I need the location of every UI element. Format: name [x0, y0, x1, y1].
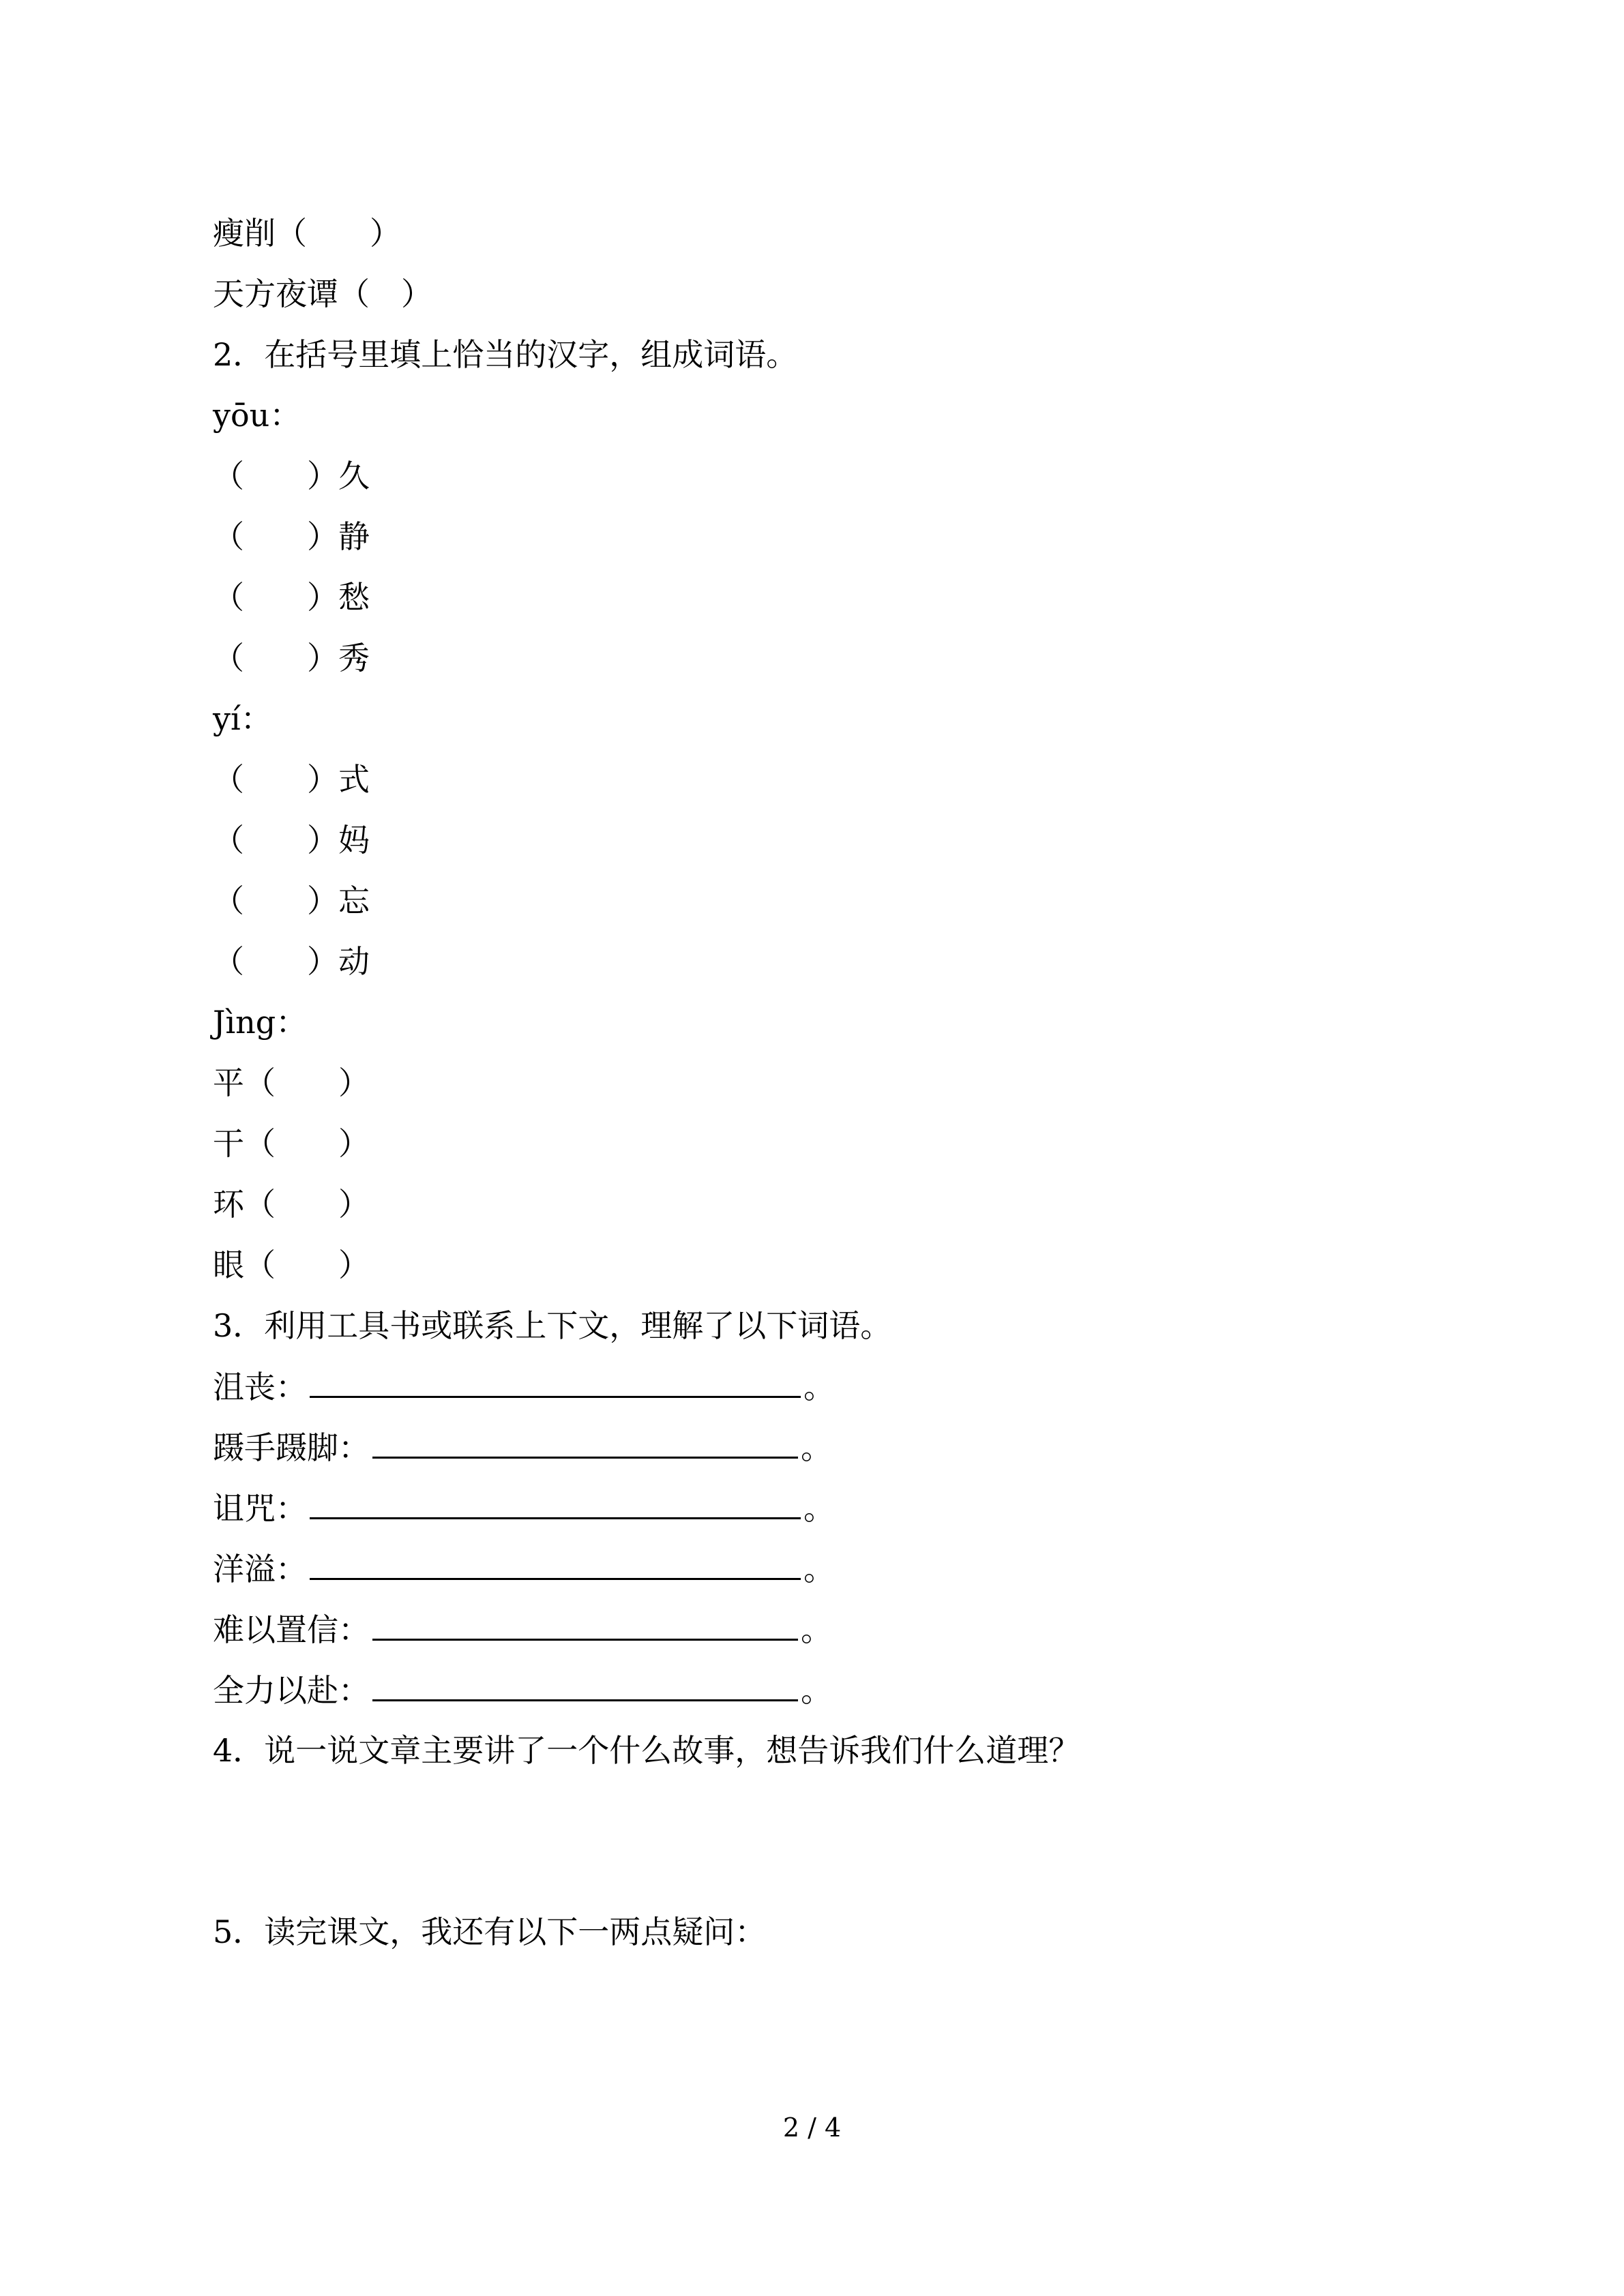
term-end-mark: 。: [801, 1429, 832, 1466]
q1-item-tianfangyetan: 天方夜谭（ ）: [213, 275, 432, 312]
answer-line[interactable]: [372, 1427, 798, 1459]
blank-item: （ ）动: [213, 943, 370, 980]
pinyin-label-yi: yí：: [213, 700, 272, 737]
term-label: 难以置信：: [213, 1611, 370, 1648]
term-label: 沮丧：: [213, 1369, 307, 1405]
term-row: [213, 1548, 835, 1590]
term-end-mark: 。: [803, 1551, 835, 1587]
page-number: 2 / 4: [782, 2113, 842, 2143]
term-row: [213, 1366, 835, 1407]
term-end-mark: 。: [803, 1490, 835, 1527]
term-label: 全力以赴：: [213, 1672, 370, 1709]
pinyin-label-jing: Jìng：: [213, 1004, 308, 1041]
term-label: 诅咒：: [213, 1490, 307, 1527]
pinyin-label-you: yōu：: [213, 397, 301, 434]
term-end-mark: 。: [801, 1672, 832, 1709]
blank-item: 环（ ）: [213, 1186, 370, 1223]
term-end-mark: 。: [801, 1611, 832, 1648]
blank-item: （ ）秀: [213, 640, 370, 676]
term-row: [213, 1609, 832, 1650]
question-2-title: 2．在括号里填上恰当的汉字，组成词语。: [213, 336, 798, 373]
answer-line[interactable]: [372, 1669, 798, 1701]
blank-item: （ ）久: [213, 458, 370, 494]
question-3-title: 3．利用工具书或联系上下文，理解了以下词语。: [213, 1307, 892, 1344]
answer-line[interactable]: [310, 1366, 801, 1398]
blank-item: （ ）妈: [213, 822, 370, 859]
blank-item: 眼（ ）: [213, 1247, 370, 1283]
blank-item: （ ）忘: [213, 882, 370, 919]
q1-item-shouxue: 瘦削（ ）: [213, 215, 401, 252]
answer-line[interactable]: [372, 1609, 798, 1641]
blank-item: 干（ ）: [213, 1125, 370, 1162]
term-label: 蹑手蹑脚：: [213, 1429, 370, 1466]
blank-item: （ ）愁: [213, 579, 370, 616]
blank-item: 平（ ）: [213, 1064, 370, 1101]
term-row: [213, 1669, 832, 1711]
term-row: [213, 1487, 835, 1529]
term-label: 洋溢：: [213, 1551, 307, 1587]
term-end-mark: 。: [803, 1369, 835, 1405]
term-row: [213, 1427, 832, 1468]
question-4-title: 4．说一说文章主要讲了一个什么故事，想告诉我们什么道理？: [213, 1732, 1080, 1769]
answer-line[interactable]: [310, 1487, 801, 1519]
answer-line[interactable]: [310, 1548, 801, 1580]
blank-item: （ ）式: [213, 761, 370, 798]
question-5-title: 5．读完课文，我还有以下一两点疑问：: [213, 1913, 767, 1950]
blank-item: （ ）静: [213, 518, 370, 555]
